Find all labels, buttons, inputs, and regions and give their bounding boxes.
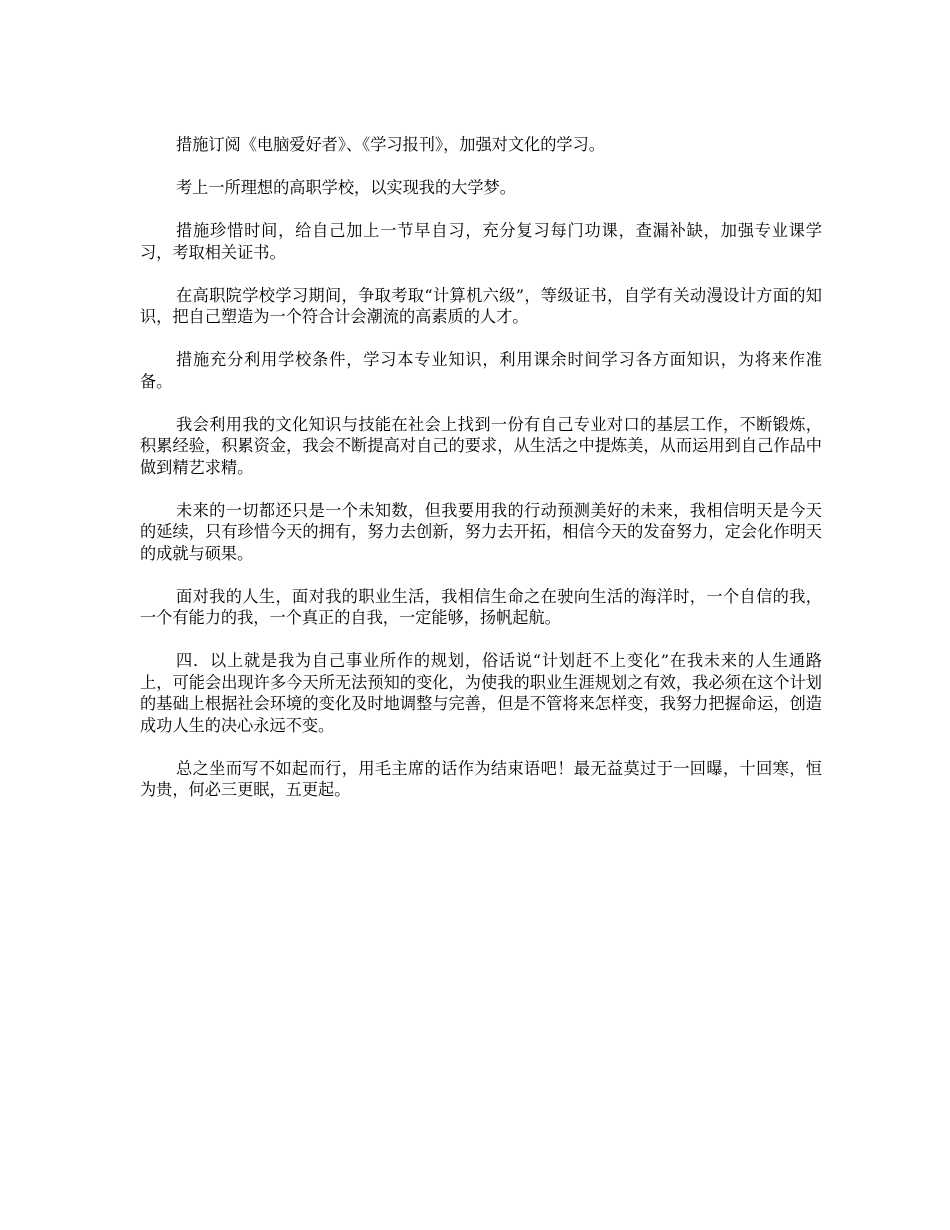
paragraph-life: 面对我的人生，面对我的职业生活，我相信生命之在驶向生活的海洋时，一个自信的我，一个有能力的我，一个真正的自我，一定能够，扬帆起航。 (140, 586, 822, 627)
paragraph-career-work: 我会利用我的文化知识与技能在社会上找到一份有自己专业对口的基层工作，不断锻炼，积累经验，积累资金，我会不断提高对自己的要求，从生活之中提炼美，从而运用到自己作品中做到精艺求精。 (140, 414, 822, 477)
paragraph-conclusion: 总之坐而写不如起而行，用毛主席的话作为结束语吧！最无益莫过于一回曝，十回寒，恒为贵，何必三更眠，五更起。 (140, 758, 822, 799)
paragraph-subscription: 措施订阅《电脑爱好者》、《学习报刊》，加强对文化的学习。 (176, 135, 605, 154)
paragraph-school-conditions: 措施充分利用学校条件，学习本专业知识，利用课余时间学习各方面知识，为将来作准备。 (140, 350, 822, 391)
paragraph-future: 未来的一切都还只是一个未知数，但我要用我的行动预测美好的未来，我相信明天是今天的延续，只有珍惜今天的拥有，努力去创新，努力去开拓，相信今天的发奋努力，定会化作明天的成就与硕果。 (140, 500, 822, 563)
document-body (140, 134, 822, 822)
paragraph-certificate: 在高职院学校学习期间，争取考取“计算机六级”，等级证书，自学有关动漫设计方面的知识，把自己塑造为一个符合计会潮流的高素质的人才。 (140, 285, 822, 326)
paragraph-study-measures: 措施珍惜时间，给自己加上一节早自习，充分复习每门功课，查漏补缺，加强专业课学习，考取相关证书。 (140, 221, 822, 262)
paragraph-summary-plan: 四．以上就是我为自己事业所作的规划，俗话说“计划赶不上变化”在我未来的人生通路上，可能会出现许多今天所无法预知的变化，为使我的职业生涯规划之有效，我必须在这个计划的基础上根据社会环境的变化及时地调整与完善，但是不管将来怎样变，我努力把握命运，创造成功人生的决心永远不变。 (140, 651, 822, 735)
paragraph-goal-college: 考上一所理想的高职学校，以实现我的大学梦。 (176, 178, 516, 197)
